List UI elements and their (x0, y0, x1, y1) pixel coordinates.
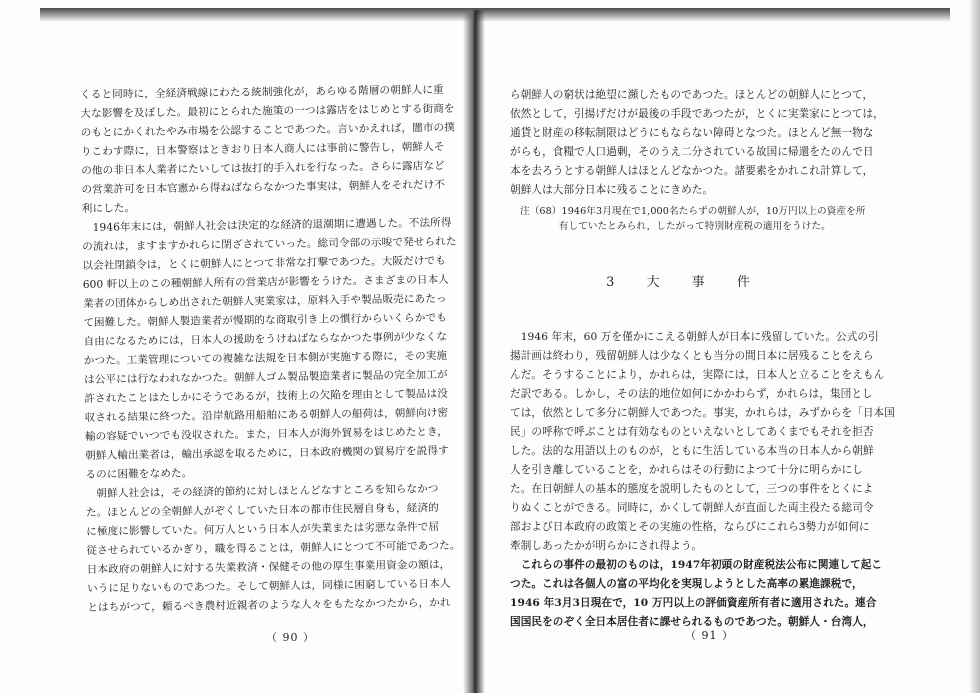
text-line: 部および日本政府の政策とその実施の性格，ならびにこれら3勢力が如何に (510, 521, 870, 533)
text-line: 業者の団体からしめ出された朝鮮人実業家は，原料入手や製品販売にあたっ (82, 292, 447, 310)
text-line: 1946年末には，朝鮮人社会は決定的な経済的退潮期に遭遇した。不法所得 (81, 216, 452, 234)
text-line: るのに困難をなめた。 (85, 467, 193, 481)
text-line: 民」の呼称で呼ぶことは有効なものといえないとしてあくまでもそれを拒否 (510, 426, 874, 438)
text-line: 以会社閉鎖令は，とくに朝鮮人にとつて非常な打撃であつた。大阪だけでも (82, 254, 446, 272)
text-line: 揚計画は終わり，残留朝鮮人は少なくとも当分の間日本に居残ることをえら (510, 350, 874, 362)
text-line: て困難した。朝鮮人製造業者が慢期的な商取引き上の慣行からいくらかでも (83, 311, 447, 329)
text-line: 1946 年末，60 万を僅かにこえる朝鮮人が日本に残留していた。公式の引 (510, 331, 879, 343)
text-line: だ訳である。しかし，その法的地位如何にかかわらず，かれらは，集団とし (510, 388, 873, 400)
text-line: 利にした。 (81, 202, 136, 215)
text-line: 朝鮮人輸出業者は，輸出承認を取るために，日本政府機関の貿易庁を説得す (85, 444, 449, 462)
footnote-line: 有していたとみられ，したがって特別財産税の適用をうけた。 (520, 221, 831, 232)
text-line: 依然として，引揚げだけが最後の手段であつたが，とくに実業家にとつては， (510, 108, 884, 120)
text-line: 600 軒以上のこの種朝鮮人所有の営業店が影響をうけた。さまざまの日本人 (82, 273, 450, 291)
text-line: くると同時に，全経済戦線にわたる統制強化が，あらゆる階層の朝鮮人に重 (80, 83, 444, 101)
text-line: た。ほとんどの全朝鮮人がぞくしていた日本の都市住民層自身も，経済的 (85, 502, 439, 519)
text-line: 許されたことはたしかにそうであるが，技術上の欠陥を理由として製品は没 (84, 387, 449, 405)
text-line: 朝鮮人は大部分日本に残ることにきめた。 (510, 184, 714, 196)
text-line: に極度に影響していた。何万人という日本人が失業または劣悪な条件で屈 (86, 521, 440, 538)
text-line: ては，依然として多分に朝鮮人であつた。事実，かれらは，みずからを「日本国 (510, 407, 895, 419)
text-line: た。在日朝鮮人の基本的態度を説明したものとして，三つの事件をとくによ (510, 483, 874, 495)
text-line: ら朝鮮人の窮状は絶望に瀕したものであつた。ほとんどの朝鮮人にとつて， (510, 89, 874, 101)
section-title: 3 大 事 件 (606, 275, 764, 290)
book-gutter (463, 10, 485, 693)
text-line: がらも，食糧で人口過剰，そのうえ二分されている故国に帰還をたのんで日 (510, 146, 874, 158)
footnote-line: 注（68）1946年3月現在で1,000名たらずの朝鮮人が，10万円以上の資産を所 (520, 206, 866, 217)
text-line: 国国民をのぞく全日本居住者に課せられるものであつた。朝鮮人・台湾人， (510, 616, 874, 628)
text-line: いうに足りないものであつた。そして朝鮮人は，同様に困窮している日本人 (86, 577, 451, 595)
text-line: 1946 年3月3日現在で，10 万円以上の評価資産所有者に適用された。連合 (510, 597, 877, 609)
page-number-left: （ 90 ） (266, 631, 315, 644)
right-bottom-text (510, 328, 895, 632)
page-number-right: （ 91 ） (685, 629, 734, 642)
scan-top-shadow (40, 8, 950, 22)
right-page (510, 86, 895, 632)
right-top-text (510, 86, 884, 200)
text-line: の流れは，ますますかれらに閉ざされていった。総司令部の示唆で発せられた (82, 235, 457, 253)
left-page (80, 81, 461, 618)
text-line: りぬくことができる。同時に，かくして朝鮮人が直面した両主役たる総司令 (510, 502, 874, 514)
text-line: 牽制しあったかが明らかにされ得よう。 (510, 540, 703, 552)
text-line: かつた。工業管理についての複雑な法規を日本側が実施する際に，その実施 (83, 349, 448, 367)
text-line: は公平には行なわれなかつた。朝鮮人ゴム製品製造業者に製品の完全加工が (84, 368, 448, 386)
text-line: の他の非日本人業者にたいしては抜打的手入れを行なった。さらに露店など (81, 159, 445, 177)
text-line: 従させられているかぎり，職を得ることは，朝鮮人にとつて不可能であつた。 (86, 539, 461, 557)
text-line: のもとにかくれたやみ市場を公認することであつた。言いかえれば，闇市の撲 (80, 121, 455, 139)
text-line: 日本政府の朝鮮人に対する失業救済・保健その他の厚生事業用資金の額は， (86, 558, 451, 576)
text-line: の営業許可を日本官憲から得ねばならなかつた事実は，朝鮮人をそれだけ不 (81, 178, 446, 196)
text-line: これらの事件の最初のものは，1947年初頭の財産税法公布に関連して起こ (510, 559, 883, 571)
text-line: つた。これは各個人の富の平均化を実現しようとした高率の累進課税で， (510, 578, 863, 590)
text-line: 輸の容疑でいつでも没収された。また，日本人が海外貿易をはじめたとき， (84, 425, 449, 443)
text-line: 朝鮮人社会は，その経済的節約に対しほとんどなすところを知らなかつ (85, 483, 439, 500)
text-line: 自由になるためには，日本人の援助をうけねばならなかつた事例が少なくな (83, 330, 448, 348)
footnote (510, 204, 866, 234)
text-line: 通貨と財産の移転制限はどうにもならない障碍となつた。ほとんど無一物な (510, 127, 874, 139)
text-line: とはちがつて，頼るべき農村近親者のような人々をもたなかつたから，かれ (87, 596, 451, 614)
text-line: した。法的な用語以上のものが，ともに生活している本当の日本人から朝鮮 (510, 445, 874, 457)
text-line: 収される結果に終つた。沿岸航路用船舶にある朝鮮人の船荷は，朝鮮向け密 (84, 406, 449, 424)
text-line: んだ。そうすることにより，かれらは，実際には，日本人と立ることをえもん (510, 369, 885, 381)
text-line: りこわす際に，日本警察はときおり日本人商人には事前に警告し，朝鮮人そ (80, 140, 445, 158)
scan-right-edge (970, 0, 980, 693)
text-line: 本を去ろうとする朝鮮人はほとんどなかつた。諸要素をかれこれ計算して， (510, 165, 874, 177)
text-line: 人を引き離していることを，かれらはその行動によつて十分に明らかにし (510, 464, 863, 476)
text-line: 大な影響を及ぼした。最初にとられた施策の一つは露店をはじめとする街商を (80, 102, 455, 120)
